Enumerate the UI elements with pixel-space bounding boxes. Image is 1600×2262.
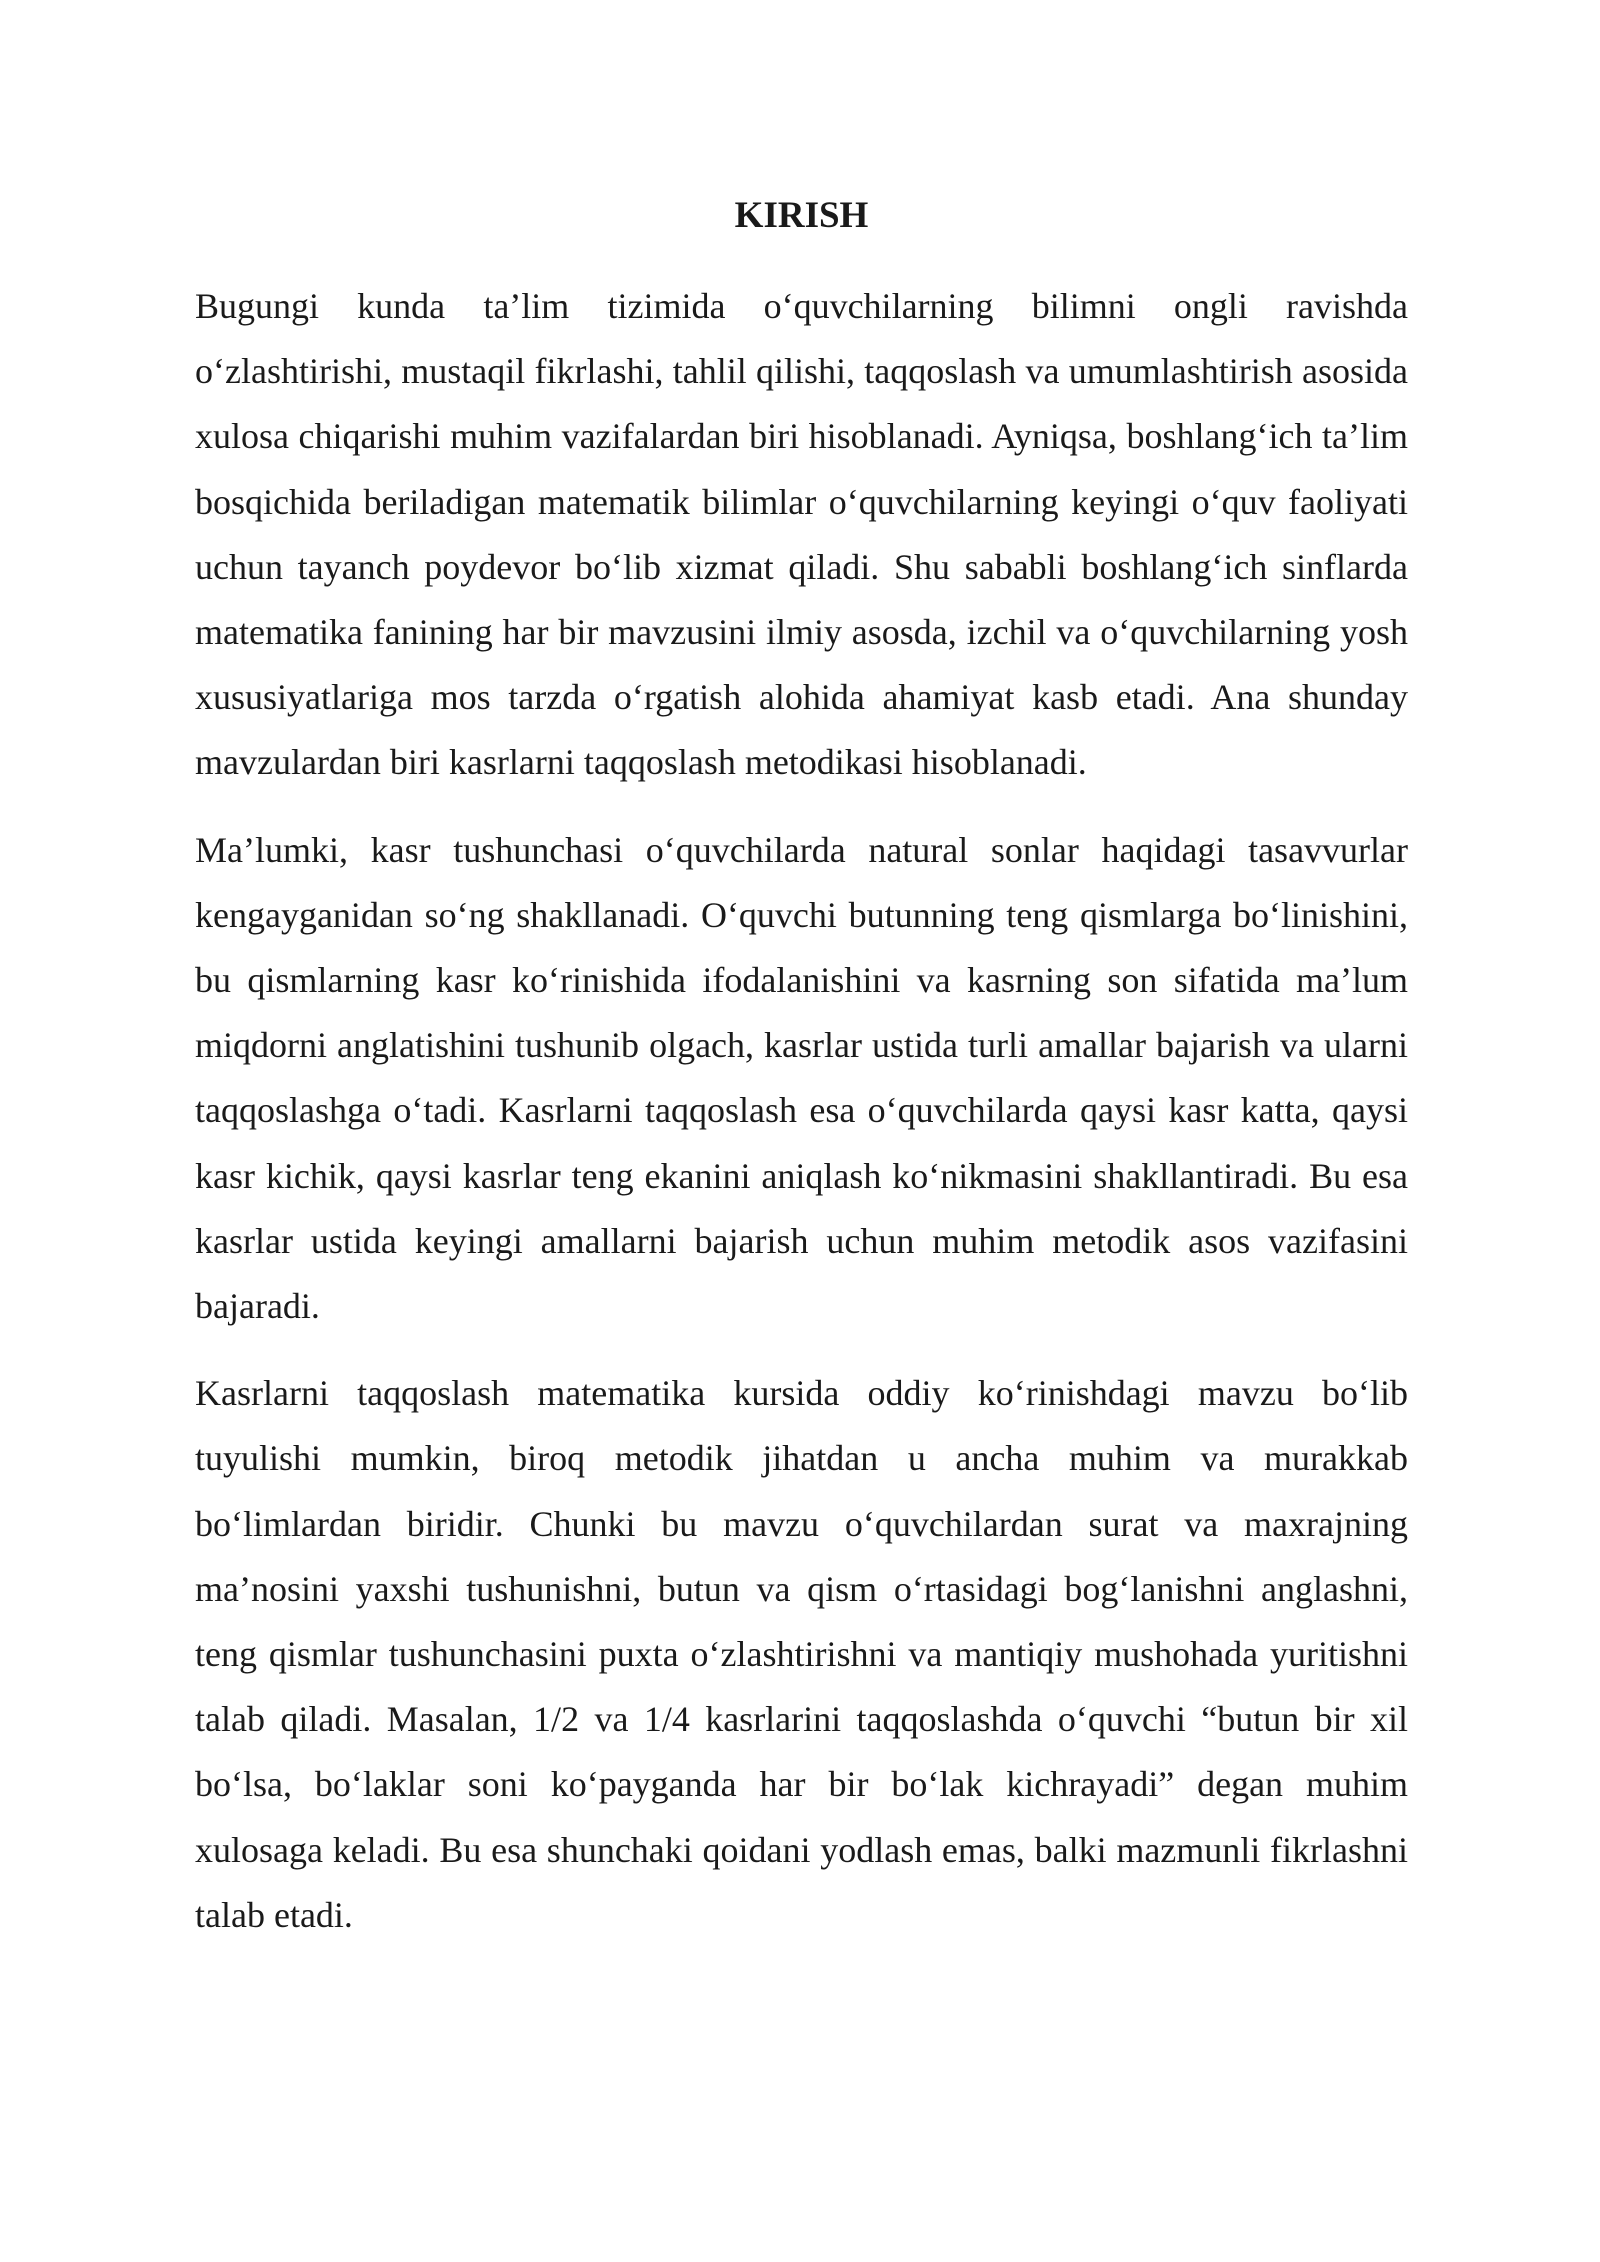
paragraph-2: Ma’lumki, kasr tushunchasi o‘quvchilarda natural sonlar haqidagi tasavvurlar kengayganidan so‘ng shakllanadi. O‘quvchi butunning teng qismlarga bo‘linishini, bu qismlarning kasr ko‘rinishida ifodalanishini va kasrning son sifatida ma’lum miqdorni anglatishini tushunib olgach, kasrlar ustida turli amallar bajarish va ularni taqqoslashga o‘tadi. Kasrlarni taqqoslash esa o‘quvchilarda qaysi kasr katta, qaysi kasr kichik, qaysi kasrlar teng ekanini aniqlash ko‘nikmasini shakllantiradi. Bu esa kasrlar ustida keyingi amallarni bajarish uchun muhim metodik asos vazifasini bajaradi. xyxy=(195,829,1408,1327)
paragraph-3: Kasrlarni taqqoslash matematika kursida oddiy ko‘rinishdagi mavzu bo‘lib tuyulishi mumkin, biroq metodik jihatdan u ancha muhim va murakkab bo‘limlardan biridir. Chunki bu mavzu o‘quvchilardan surat va maxrajning ma’nosini yaxshi tushunishni, butun va qism o‘rtasidagi bog‘lanishni anglashni, teng qismlar tushunchasini puxta o‘zlashtirishni va mantiqiy mushohada yuritishni talab qiladi. Masalan, 1/2 va 1/4 kasrlarini taqqoslashda o‘quvchi “butun bir xil bo‘lsa, bo‘laklar soni ko‘payganda har bir bo‘lak kichrayadi” degan muhim xulosaga keladi. Bu esa shunchaki qoidani yodlash emas, balki mazmunli fikrlashni talab etadi. xyxy=(195,1373,1408,1935)
paragraph-1: Bugungi kunda ta’lim tizimida o‘quvchilarning bilimni ongli ravishda o‘zlashtirishi, mustaqil fikrlashi, tahlil qilishi, taqqoslash va umumlashtirish asosida xulosa chiqarishi muhim vazifalardan biri hisoblanadi. Ayniqsa, boshlang‘ich ta’lim bosqichida beriladigan matematik bilimlar o‘quvchilarning keyingi o‘quv faoliyati uchun tayanch poydevor bo‘lib xizmat qiladi. Shu sababli boshlang‘ich sinflarda matematika fanining har bir mavzusini ilmiy asosda, izchil va o‘quvchilarning yosh xususiyatlariga mos tarzda o‘rgatish alohida ahamiyat kasb etadi. Ana shunday mavzulardan biri kasrlarni taqqoslash metodikasi hisoblanadi. xyxy=(195,286,1408,783)
document-body xyxy=(195,190,1408,1970)
page-title: KIRISH xyxy=(734,195,869,236)
